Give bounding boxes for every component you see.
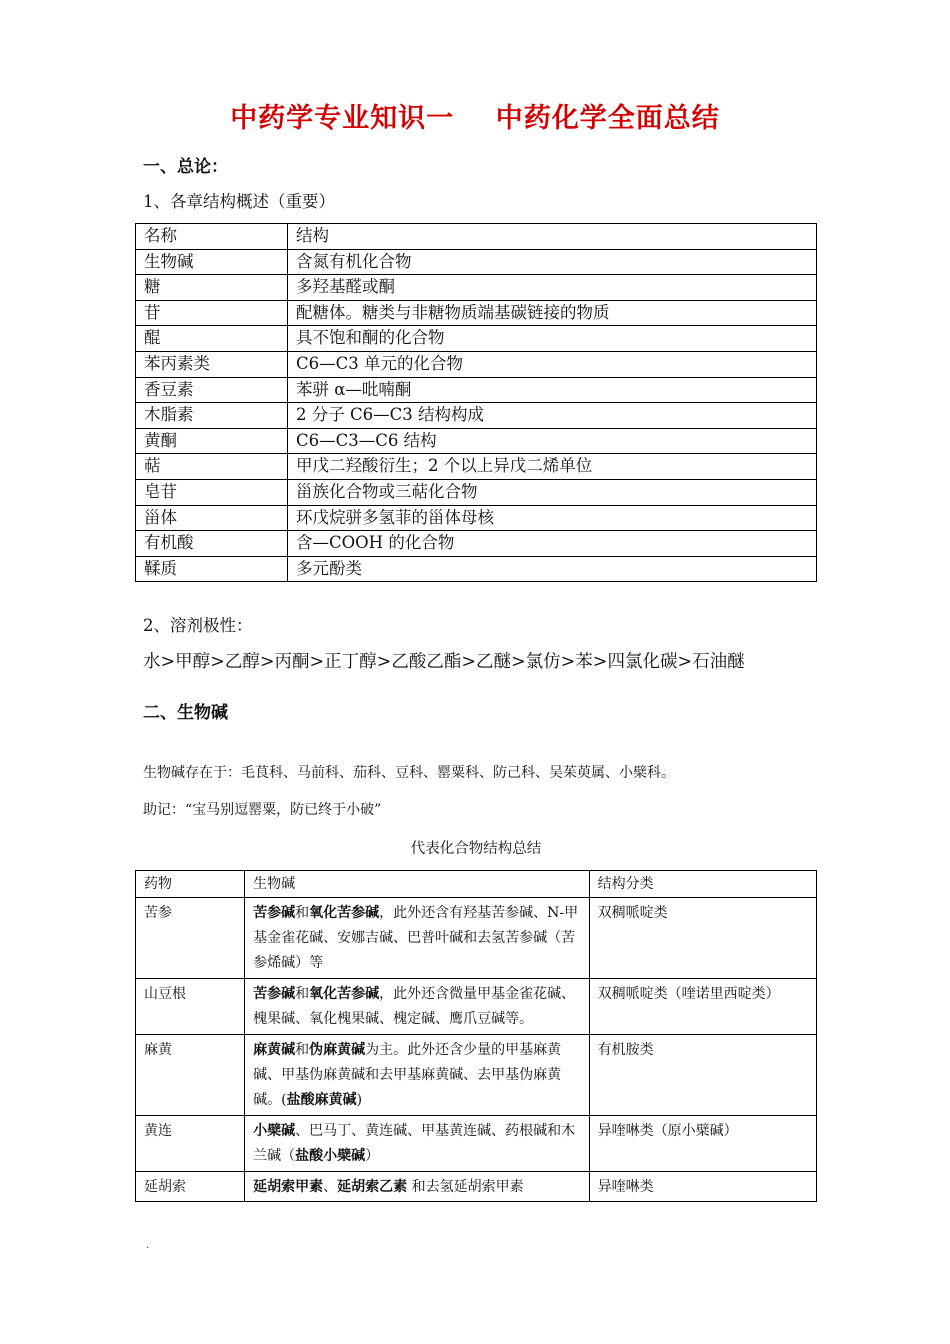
name-cell: 生物碱 [136, 249, 288, 275]
key-compound: 氧化苦参碱 [309, 986, 380, 1002]
alkaloid-text: 和 [295, 905, 310, 921]
table-row [136, 351, 817, 377]
key-compound: 麻黄碱 [253, 1042, 296, 1058]
drug-cell: 延胡索 [136, 1172, 245, 1202]
key-compound: 延胡索乙素 [337, 1179, 408, 1195]
key-compound: 小檗碱 [253, 1123, 296, 1139]
key-compound: 伪麻黄碱 [309, 1042, 366, 1058]
structure-class-cell: 异喹啉类（原小檗碱） [589, 1116, 816, 1172]
subsection-structure-overview: 1、各章结构概述（重要） [143, 192, 335, 211]
key-compound: 盐酸小檗碱 [295, 1148, 366, 1164]
structure-cell: 甲戊二羟酸衍生；2 个以上异戊二烯单位 [288, 454, 817, 480]
document-title: 中药学专业知识一 中药化学全面总结 [230, 103, 720, 134]
structure-cell: 具不饱和酮的化合物 [288, 326, 817, 352]
table-row [136, 1172, 817, 1202]
column-header: 结构分类 [589, 871, 816, 898]
name-cell: 香豆素 [136, 377, 288, 403]
name-cell: 苯丙素类 [136, 351, 288, 377]
alkaloid-text: 和去氢延胡索甲素 [407, 1179, 524, 1195]
structure-class-cell: 有机胺类 [589, 1035, 816, 1116]
table-header-row [136, 871, 817, 898]
drug-cell: 黄连 [136, 1116, 245, 1172]
table-row [136, 531, 817, 557]
mnemonic-text: 助记：“宝马别逗罂粟，防已终于小破” [143, 802, 382, 818]
structure-cell: 含氮有机化合物 [288, 249, 817, 275]
drug-cell: 苦参 [136, 898, 245, 979]
name-cell: 醌 [136, 326, 288, 352]
name-cell: 皂苷 [136, 479, 288, 505]
name-cell: 甾体 [136, 505, 288, 531]
subsection-solvent-polarity: 2、溶剂极性： [143, 616, 253, 635]
structure-overview-table [135, 223, 817, 582]
alkaloid-text: ，此外还含有羟基苦参碱、N-甲基金雀花碱、安娜吉碱、巴普叶碱和去氢苦参碱（苦参烯碱）等 [253, 905, 579, 971]
alkaloid-text: ） [365, 1148, 380, 1164]
table-row [136, 505, 817, 531]
table-row [136, 1116, 817, 1172]
table-row [136, 979, 817, 1035]
alkaloid-text: 和 [295, 1042, 310, 1058]
name-cell: 苷 [136, 300, 288, 326]
section-heading-general: 一、总论： [143, 157, 228, 177]
name-cell: 木脂素 [136, 403, 288, 429]
drug-cell: 麻黄 [136, 1035, 245, 1116]
structure-cell: 多羟基醛或酮 [288, 275, 817, 301]
name-cell: 鞣质 [136, 556, 288, 582]
column-header: 生物碱 [245, 871, 590, 898]
alkaloid-text: ) [356, 1092, 363, 1108]
structure-cell: 环戊烷骈多氢菲的甾体母核 [288, 505, 817, 531]
column-header: 药物 [136, 871, 245, 898]
key-compound: 氧化苦参碱 [309, 905, 380, 921]
table-row [136, 428, 817, 454]
structure-cell: C6—C3 单元的化合物 [288, 351, 817, 377]
structure-cell: C6—C3—C6 结构 [288, 428, 817, 454]
table-header-row [136, 224, 817, 250]
name-cell: 萜 [136, 454, 288, 480]
table-row [136, 300, 817, 326]
name-cell: 糖 [136, 275, 288, 301]
structure-cell: 苯骈 α—吡喃酮 [288, 377, 817, 403]
table-row [136, 454, 817, 480]
key-compound: 盐酸麻黄碱 [286, 1092, 357, 1108]
alkaloid-cell [245, 979, 590, 1035]
solvent-polarity-order: 水>甲醇>乙醇>丙酮>正丁醇>乙酸乙酯>乙醚>氯仿>苯>四氯化碳>石油醚 [143, 652, 745, 672]
alkaloid-text: 、 [323, 1179, 338, 1195]
structure-class-cell: 异喹啉类 [589, 1172, 816, 1202]
key-compound: 苦参碱 [253, 986, 296, 1002]
alkaloid-compounds-table [135, 870, 817, 1202]
alkaloid-sources-text: 生物碱存在于：毛茛科、马前科、茄科、豆科、罂粟科、防己科、吴茱萸属、小檗科。 [143, 765, 675, 781]
alkaloid-text: ，此外还含微量甲基金雀花碱、槐果碱、氧化槐果碱、槐定碱、鹰爪豆碱等。 [253, 986, 576, 1027]
section-heading-alkaloids: 二、生物碱 [143, 703, 228, 723]
structure-class-cell: 双稠哌啶类（喹诺里西啶类） [589, 979, 816, 1035]
structure-cell: 2 分子 C6—C3 结构构成 [288, 403, 817, 429]
table-row [136, 275, 817, 301]
structure-cell: 含—COOH 的化合物 [288, 531, 817, 557]
alkaloid-cell [245, 1035, 590, 1116]
alkaloid-text: 为主。此外还含少量的甲基麻黄碱、甲基伪麻黄碱和去甲基麻黄碱、去甲基伪麻黄碱。( [253, 1042, 562, 1108]
name-cell: 名称 [136, 224, 288, 250]
table-row [136, 403, 817, 429]
table-row [136, 556, 817, 582]
table-caption: 代表化合物结构总结 [410, 841, 542, 857]
page-footer-mark: . [146, 1240, 150, 1251]
name-cell: 有机酸 [136, 531, 288, 557]
alkaloid-cell [245, 898, 590, 979]
key-compound: 延胡索甲素 [253, 1179, 324, 1195]
alkaloid-cell [245, 1116, 590, 1172]
structure-cell: 结构 [288, 224, 817, 250]
structure-cell: 配糖体。糖类与非糖物质端基碳链接的物质 [288, 300, 817, 326]
key-compound: 苦参碱 [253, 905, 296, 921]
table-row [136, 249, 817, 275]
structure-cell: 多元酚类 [288, 556, 817, 582]
table-row [136, 377, 817, 403]
table-row [136, 326, 817, 352]
alkaloid-text: 、巴马丁、黄连碱、甲基黄连碱、药根碱和木兰碱（ [253, 1123, 576, 1164]
alkaloid-cell [245, 1172, 590, 1202]
alkaloid-text: 和 [295, 986, 310, 1002]
table-row [136, 1035, 817, 1116]
table-row [136, 898, 817, 979]
table-row [136, 479, 817, 505]
name-cell: 黄酮 [136, 428, 288, 454]
structure-cell: 甾族化合物或三萜化合物 [288, 479, 817, 505]
structure-class-cell: 双稠哌啶类 [589, 898, 816, 979]
drug-cell: 山豆根 [136, 979, 245, 1035]
